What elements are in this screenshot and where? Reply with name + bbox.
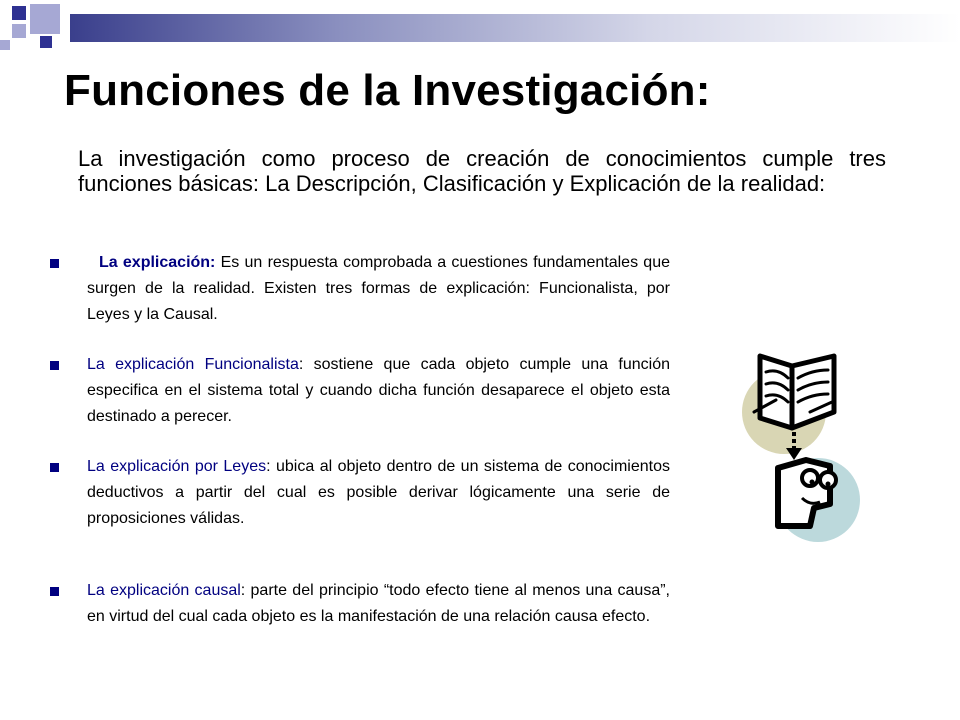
square-bullet-icon xyxy=(50,463,59,472)
bullet-lead: La explicación por Leyes xyxy=(87,458,267,475)
bullet-explicacion xyxy=(50,250,670,328)
bullet-text xyxy=(87,578,670,630)
square-bullet-icon xyxy=(50,361,59,370)
bullet-text xyxy=(87,454,670,532)
bullet-content: : ubica al objeto dentro de un sistema de conocimientos deductivos a partir del cual es posible derivar lógicamente una serie de proposiciones válidas. xyxy=(87,458,671,527)
header-gradient-bar xyxy=(70,14,960,42)
bullet-lead: La explicación causal xyxy=(87,582,241,599)
bullet-text xyxy=(87,352,670,430)
book-reader-clipart-icon xyxy=(740,348,870,548)
bullet-funcionalista xyxy=(50,352,670,430)
bullet-content: Es un respuesta comprobada a cuestiones fundamentales que surgen de la realidad. Existen tres formas de explicación: Funcionalista, por Leyes y la Causal. xyxy=(87,254,670,323)
bullet-causal xyxy=(50,578,670,630)
deco-square xyxy=(30,4,60,34)
square-bullet-icon xyxy=(50,587,59,596)
bullet-content: : parte del principio “todo efecto tiene al menos una causa”, en virtud del cual cada objeto es la manifestación de una relación causa efecto. xyxy=(87,582,670,625)
deco-square xyxy=(12,24,26,38)
bullet-leyes xyxy=(50,454,670,532)
deco-square xyxy=(12,6,26,20)
bullet-text xyxy=(87,250,670,328)
bullet-content: : sostiene que cada objeto cumple una función especifica en el sistema total y cuando dicha función desaparece el objeto esta destinado a perecer. xyxy=(87,356,670,425)
intro-paragraph: La investigación como proceso de creación de conocimientos cumple tres funciones básicas: La Descripción, Clasificación y Explicación de la realidad: xyxy=(78,146,886,196)
square-bullet-icon xyxy=(50,259,59,268)
bullet-lead: La explicación Funcionalista xyxy=(87,356,299,373)
deco-square xyxy=(0,40,10,50)
deco-square xyxy=(40,36,52,48)
slide-title: Funciones de la Investigación: xyxy=(64,66,711,115)
bullet-lead: La explicación: xyxy=(99,254,216,271)
